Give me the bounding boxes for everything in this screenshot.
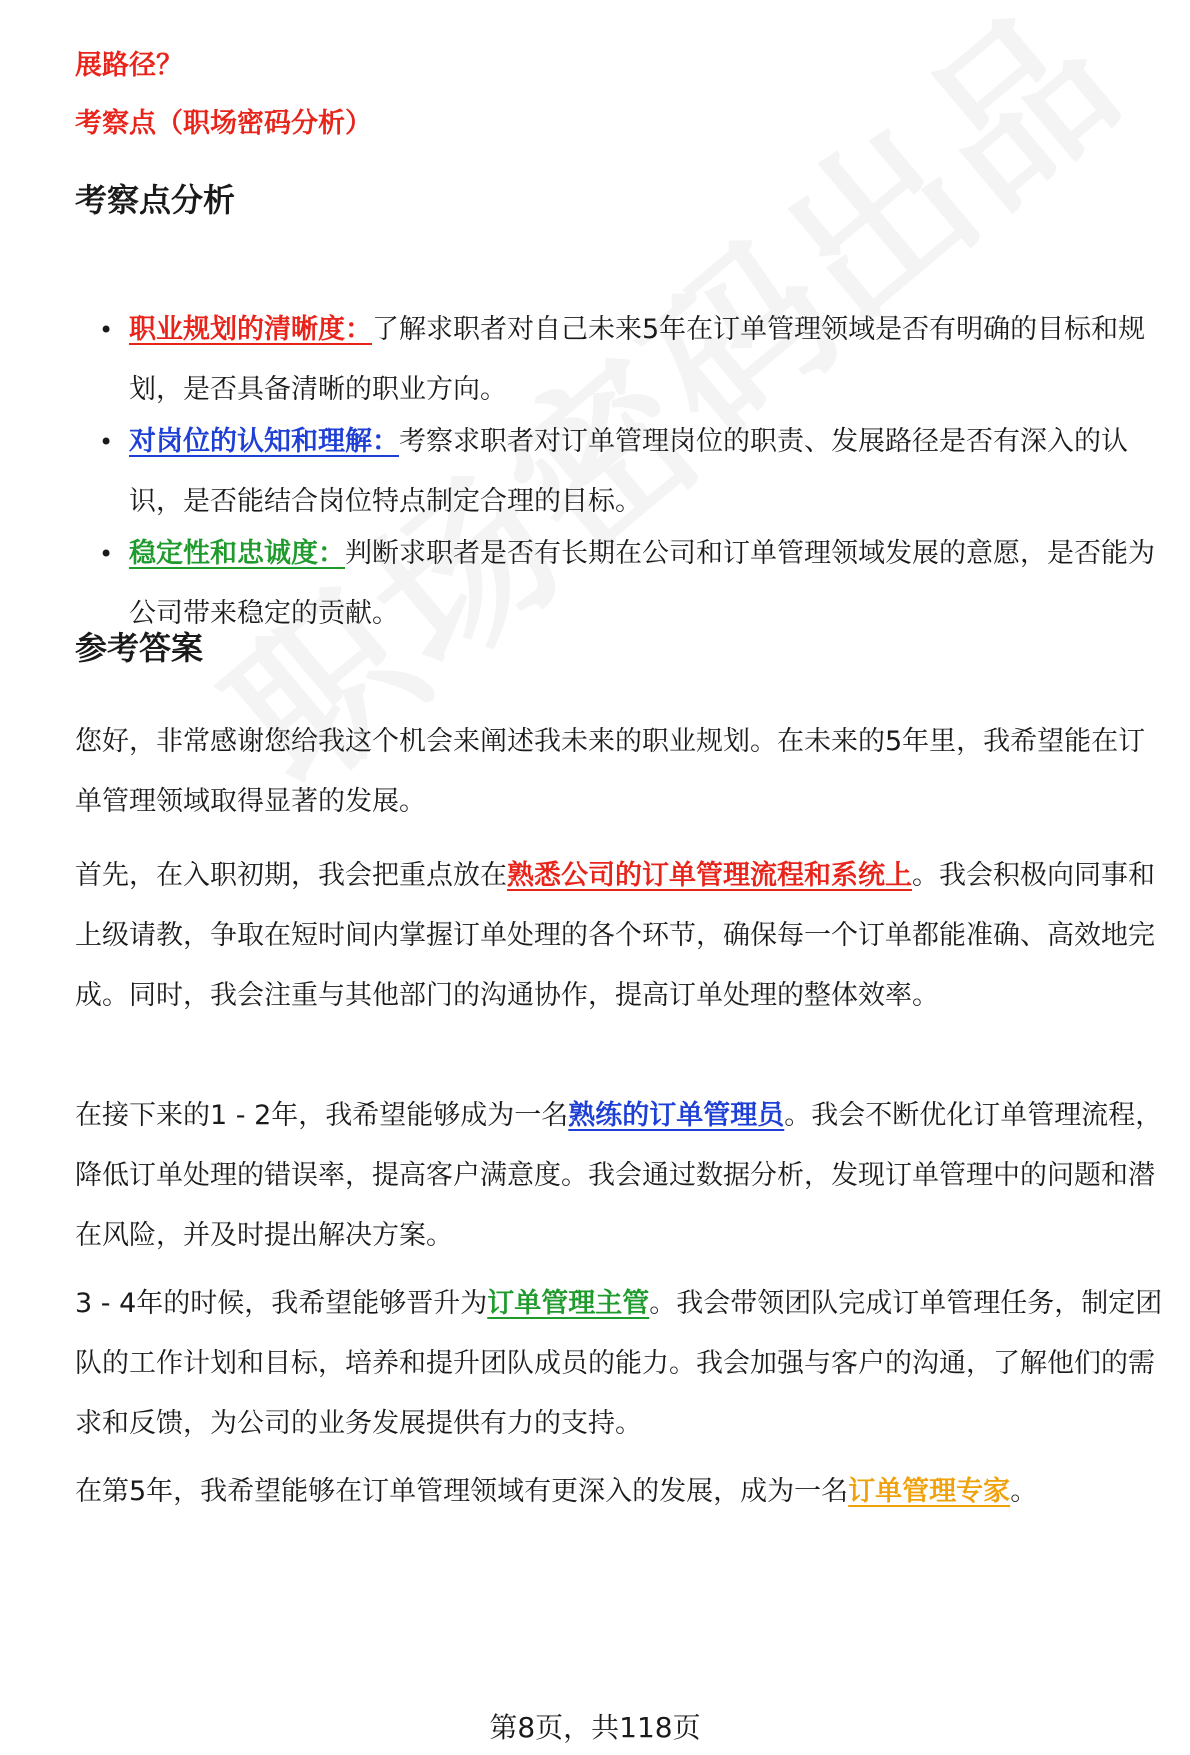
analysis-list <box>75 300 1170 644</box>
paragraph-text: 。我会积极向同事和上级请教，争取在短时间内掌握订单处理的各个环节，确保每一个订单都能准确、高效地完成。同时，我会注重与其他部门的沟通协作，提高订单处理的整体效率。 <box>75 860 1155 1011</box>
paragraph-text: 在第5年，我希望能够在订单管理领域有更深入的发展，成为一名 <box>75 1476 849 1507</box>
keyword-role-understanding: 对岗位的认知和理解： <box>129 426 399 457</box>
list-item-text: 判断求职者是否有长期在公司和订单管理领域发展的意愿，是否能为公司带来稳定的贡献。 <box>129 538 1155 629</box>
question-fragment: 展路径？ <box>75 50 183 81</box>
keyword-career-clarity: 职业规划的清晰度： <box>129 314 372 345</box>
exam-point-title: 考察点（职场密码分析） <box>75 108 372 139</box>
keyword-supervisor: 订单管理主管 <box>487 1288 650 1319</box>
answer-heading: 参考答案 <box>75 629 204 667</box>
paragraph-text: 3 - 4年的时候，我希望能够晋升为 <box>75 1288 488 1319</box>
list-item <box>75 300 1170 420</box>
answer-paragraph-2 <box>75 846 1165 1026</box>
keyword-familiarize-process: 熟悉公司的订单管理流程和系统上 <box>507 860 912 891</box>
answer-paragraph-3 <box>75 1086 1165 1266</box>
paragraph-text: 。 <box>1010 1476 1038 1507</box>
list-item <box>75 524 1170 644</box>
list-item <box>75 412 1170 532</box>
paragraph-text: 。我会不断优化订单管理流程，降低订单处理的错误率，提高客户满意度。我会通过数据分析，发现订单管理中的问题和潜在风险，并及时提出解决方案。 <box>75 1100 1163 1251</box>
paragraph-text: 在接下来的1 - 2年，我希望能够成为一名 <box>75 1100 569 1131</box>
answer-paragraph-1: 您好，非常感谢您给我这个机会来阐述我未来的职业规划。在未来的5年里，我希望能在订单管理领域取得显著的发展。 <box>75 726 1146 817</box>
analysis-heading: 考察点分析 <box>75 181 236 219</box>
keyword-skilled-administrator: 熟练的订单管理员 <box>568 1100 785 1131</box>
answer-paragraph-4 <box>75 1274 1165 1454</box>
paragraph-text: 首先，在入职初期，我会把重点放在 <box>75 860 507 891</box>
answer-paragraph-5 <box>75 1462 1165 1522</box>
list-item-text: 了解求职者对自己未来5年在订单管理领域是否有明确的目标和规划，是否具备清晰的职业方向。 <box>129 314 1146 405</box>
page-footer: 第8页，共118页 <box>489 1711 701 1744</box>
keyword-stability: 稳定性和忠诚度： <box>129 538 345 569</box>
list-item-text: 考察求职者对订单管理岗位的职责、发展路径是否有深入的认识，是否能结合岗位特点制定合理的目标。 <box>129 426 1128 517</box>
keyword-expert: 订单管理专家 <box>848 1476 1011 1507</box>
paragraph-text: 。我会带领团队完成订单管理任务，制定团队的工作计划和目标，培养和提升团队成员的能力。我会加强与客户的沟通，了解他们的需求和反馈，为公司的业务发展提供有力的支持。 <box>75 1288 1163 1439</box>
